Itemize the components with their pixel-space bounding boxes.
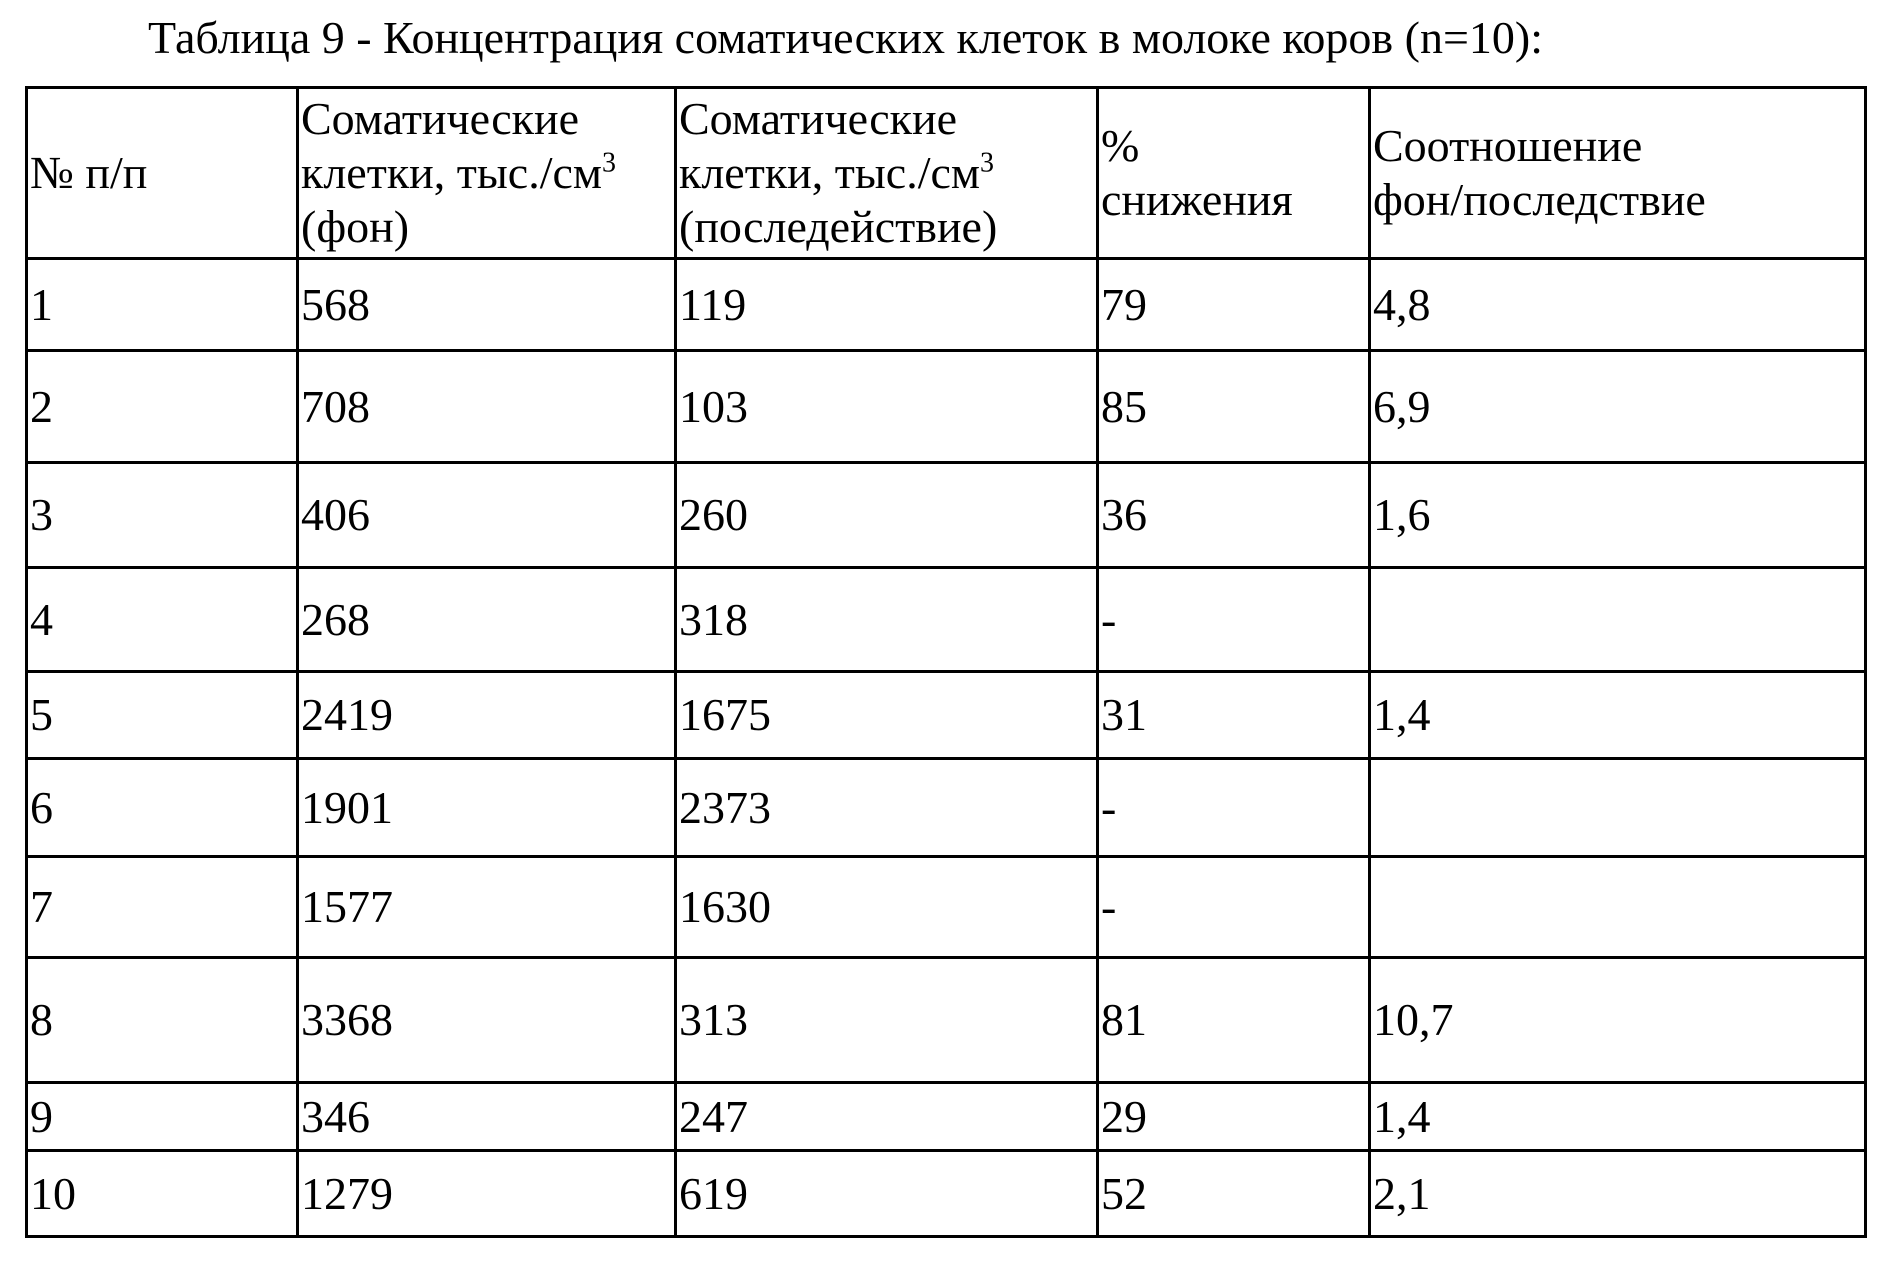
cell-num: 5 [27,672,298,759]
header-ratio-line1: Соотношение [1373,120,1643,171]
cell-post: 619 [676,1151,1098,1237]
table-row [27,1151,1866,1237]
cell-ratio: 1,4 [1370,672,1866,759]
cell-pct: 79 [1098,259,1370,351]
cell-num: 6 [27,759,298,857]
header-fon [298,88,676,259]
table-row [27,672,1866,759]
header-ratio [1370,88,1866,259]
table-row [27,351,1866,463]
table-row [27,259,1866,351]
header-fon-line2: клетки, тыс./см [301,147,603,198]
page-title: Таблица 9 - Концентрация соматических клеток в молоке коров (n=10): [148,12,1544,63]
cell-post: 260 [676,463,1098,568]
header-pct [1098,88,1370,259]
header-post-line1: Соматические [679,93,958,144]
cell-ratio: 4,8 [1370,259,1866,351]
table-row [27,1083,1866,1151]
cell-pct: - [1098,568,1370,672]
cell-num: 1 [27,259,298,351]
cell-pct: 81 [1098,958,1370,1083]
cell-post: 318 [676,568,1098,672]
cell-post: 119 [676,259,1098,351]
header-post-line3: (последействие) [679,201,998,252]
cell-ratio [1370,568,1866,672]
cell-pct: 85 [1098,351,1370,463]
cell-ratio: 1,6 [1370,463,1866,568]
cell-ratio: 6,9 [1370,351,1866,463]
cell-fon: 346 [298,1083,676,1151]
cell-post: 1630 [676,857,1098,958]
cell-num: 2 [27,351,298,463]
cell-pct: 52 [1098,1151,1370,1237]
cell-fon: 1577 [298,857,676,958]
header-pct-line1: % [1101,120,1140,171]
cell-fon: 708 [298,351,676,463]
cell-post: 1675 [676,672,1098,759]
cell-fon: 1901 [298,759,676,857]
header-num-label: № п/п [30,147,148,198]
cell-num: 8 [27,958,298,1083]
header-post [676,88,1098,259]
cell-ratio [1370,857,1866,958]
cell-fon: 2419 [298,672,676,759]
cell-num: 3 [27,463,298,568]
cell-pct: 29 [1098,1083,1370,1151]
header-post-sup: 3 [980,147,995,179]
cell-post: 103 [676,351,1098,463]
table-row [27,958,1866,1083]
data-table [25,86,1867,1238]
cell-ratio: 2,1 [1370,1151,1866,1237]
cell-fon: 568 [298,259,676,351]
header-post-line2: клетки, тыс./см [679,147,981,198]
cell-fon: 1279 [298,1151,676,1237]
cell-fon: 406 [298,463,676,568]
table-row [27,568,1866,672]
cell-ratio [1370,759,1866,857]
cell-post: 247 [676,1083,1098,1151]
cell-ratio: 10,7 [1370,958,1866,1083]
cell-pct: - [1098,857,1370,958]
header-fon-sup: 3 [602,147,617,179]
header-ratio-line2: фон/последствие [1373,174,1706,225]
table-row [27,463,1866,568]
table-row [27,759,1866,857]
cell-num: 9 [27,1083,298,1151]
table-row [27,857,1866,958]
cell-num: 4 [27,568,298,672]
cell-pct: - [1098,759,1370,857]
cell-fon: 3368 [298,958,676,1083]
cell-num: 7 [27,857,298,958]
cell-ratio: 1,4 [1370,1083,1866,1151]
header-fon-line1: Соматические [301,93,580,144]
header-pct-line2: снижения [1101,174,1293,225]
header-fon-line3: (фон) [301,201,410,252]
cell-pct: 36 [1098,463,1370,568]
cell-fon: 268 [298,568,676,672]
cell-num: 10 [27,1151,298,1237]
cell-post: 313 [676,958,1098,1083]
header-num [27,88,298,259]
table-header-row [27,88,1866,259]
cell-post: 2373 [676,759,1098,857]
cell-pct: 31 [1098,672,1370,759]
